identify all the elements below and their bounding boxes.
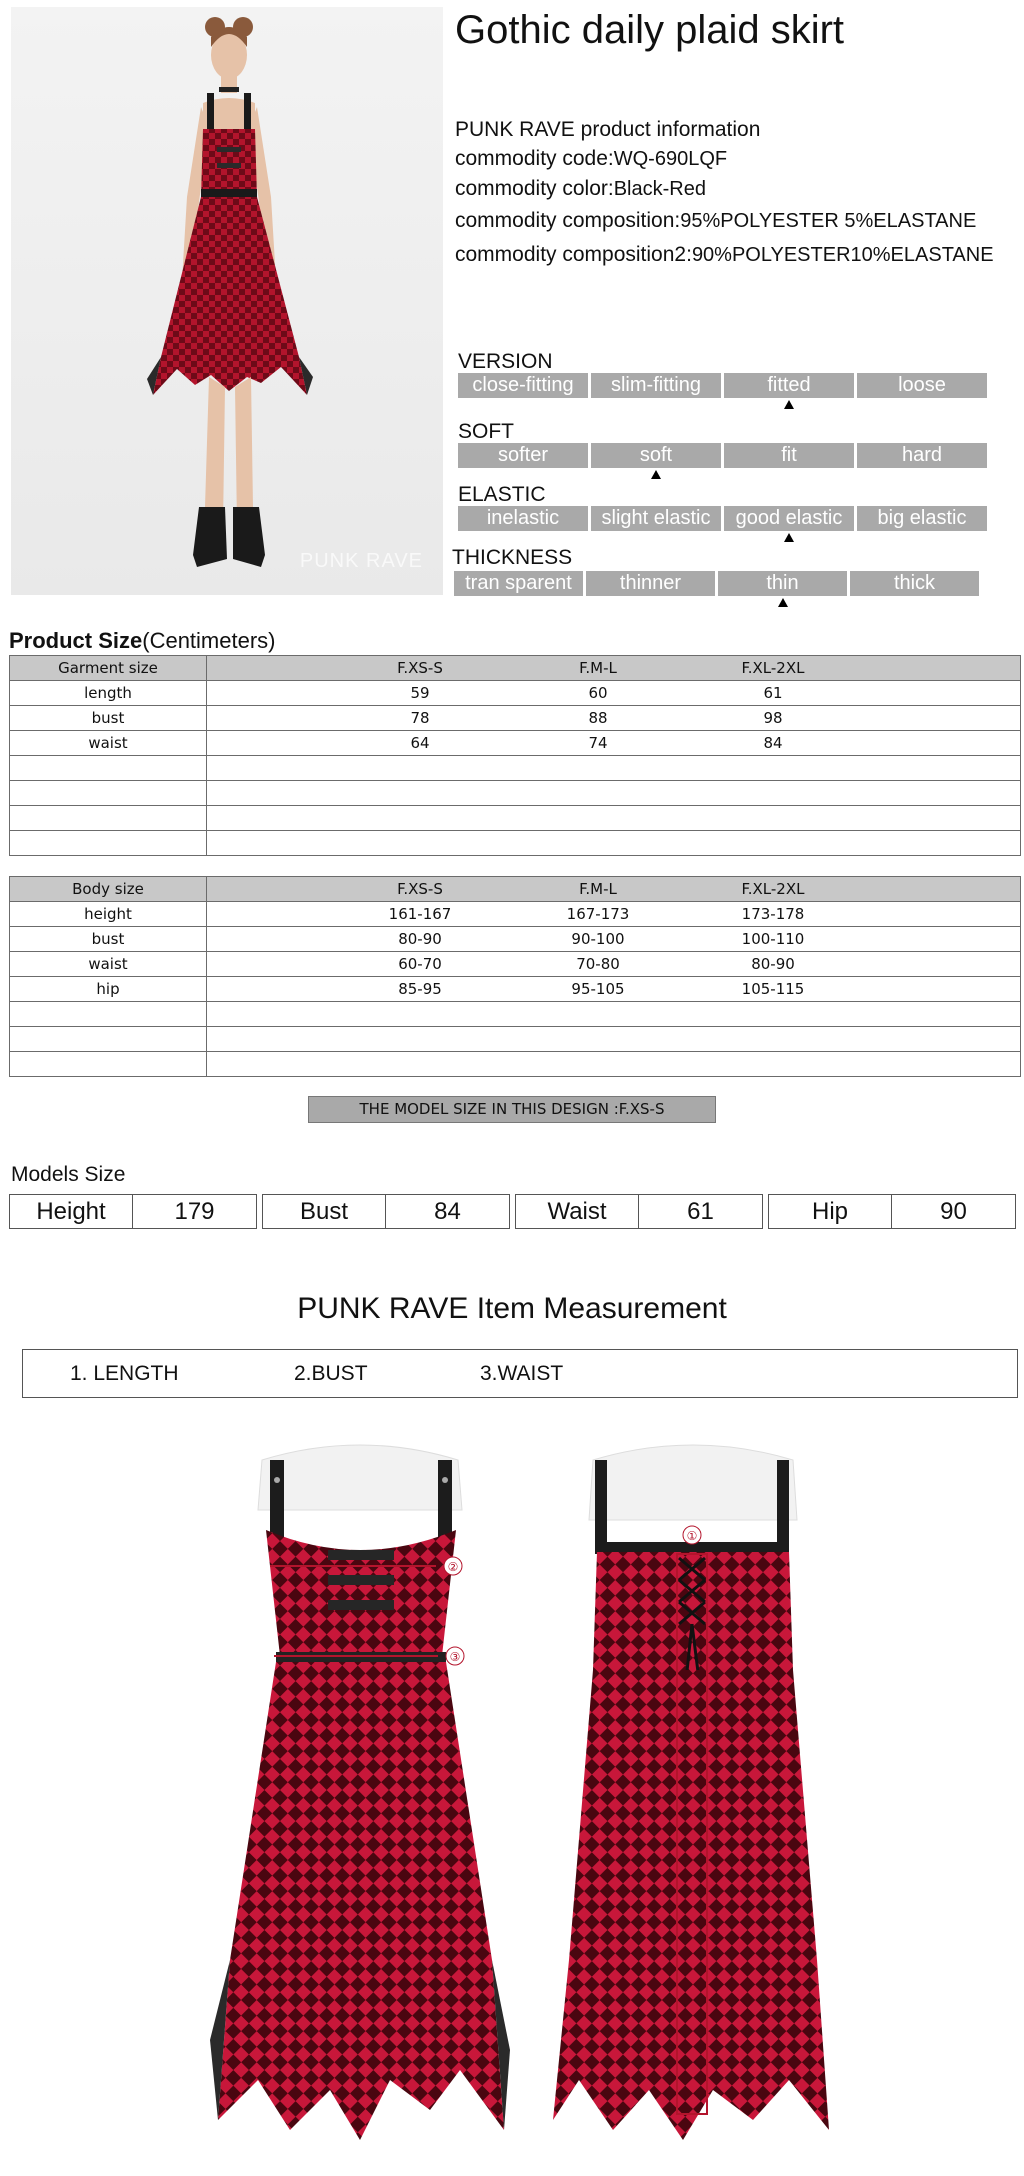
elastic-option-3: good elastic <box>724 506 854 531</box>
length-marker: ① <box>686 1529 698 1543</box>
row-values <box>207 952 1021 977</box>
measurement-label-bust: 2.BUST <box>294 1362 368 1385</box>
row-label: height <box>10 902 207 927</box>
table-header-row <box>10 877 1021 902</box>
elastic-title: ELASTIC <box>458 483 546 506</box>
table-row <box>10 952 1021 977</box>
version-option-3: fitted <box>724 373 854 398</box>
table-row <box>10 977 1021 1002</box>
row-values <box>207 902 1021 927</box>
model-waist-label: Waist <box>515 1194 639 1229</box>
garment-size-table <box>9 655 1021 856</box>
cell-size-2: 60 <box>588 684 608 702</box>
table-row <box>10 1027 1021 1052</box>
row-values <box>207 681 1021 706</box>
model-waist-value: 61 <box>638 1194 763 1229</box>
model-hip-value: 90 <box>891 1194 1016 1229</box>
soft-selected-marker <box>651 470 661 479</box>
cell-size-1: 64 <box>410 734 430 752</box>
product-size-title <box>9 628 276 654</box>
measurement-label-length: 1. LENGTH <box>70 1362 179 1385</box>
cell-size-3: 98 <box>763 709 783 727</box>
table-row <box>10 681 1021 706</box>
table-row <box>10 731 1021 756</box>
cell-size-2: F.M-L <box>579 880 617 898</box>
row-label <box>10 1002 207 1027</box>
cell-size-3: 105-115 <box>741 980 805 998</box>
row-values <box>207 1002 1021 1027</box>
table-row <box>10 706 1021 731</box>
bust-marker: ② <box>447 1560 459 1574</box>
model-size-note: THE MODEL SIZE IN THIS DESIGN :F.XS-S <box>308 1096 716 1123</box>
table-row <box>10 781 1021 806</box>
cell-size-3: 173-178 <box>741 905 805 923</box>
commodity-composition-value: 95%POLYESTER 5%ELASTANE <box>680 210 977 232</box>
commodity-color-label: commodity color: <box>455 177 614 200</box>
cell-size-1: 85-95 <box>398 980 442 998</box>
cell-size-2: 90-100 <box>571 930 625 948</box>
row-values <box>207 706 1021 731</box>
version-option-1: close-fitting <box>458 373 588 398</box>
elastic-option-4: big elastic <box>857 506 987 531</box>
product-size-title-bold: Product Size <box>9 628 143 653</box>
product-title: Gothic daily plaid skirt <box>455 8 845 52</box>
table-row <box>10 756 1021 781</box>
cell-size-3: F.XL-2XL <box>741 659 805 677</box>
row-values <box>207 877 1021 902</box>
row-label: waist <box>10 731 207 756</box>
row-label: bust <box>10 927 207 952</box>
model-bust-value: 84 <box>385 1194 510 1229</box>
cell-size-1: F.XS-S <box>397 659 443 677</box>
thickness-option-4: thick <box>850 571 979 596</box>
commodity-composition2-label: commodity composition2: <box>455 243 692 266</box>
row-values <box>207 656 1021 681</box>
row-label: Body size <box>10 877 207 902</box>
version-selected-marker <box>784 400 794 409</box>
cell-size-3: 84 <box>763 734 783 752</box>
row-values <box>207 781 1021 806</box>
row-values <box>207 1027 1021 1052</box>
garment-back-illustration <box>553 1440 833 2150</box>
waist-marker: ③ <box>449 1650 461 1664</box>
cell-size-1: 59 <box>410 684 430 702</box>
cell-size-2: 74 <box>588 734 608 752</box>
table-row <box>10 806 1021 831</box>
row-label <box>10 756 207 781</box>
soft-option-2: soft <box>591 443 721 468</box>
cell-size-2: 95-105 <box>571 980 625 998</box>
commodity-code-value: WQ-690LQF <box>613 148 728 170</box>
soft-option-3: fit <box>724 443 854 468</box>
row-values <box>207 756 1021 781</box>
table-row <box>10 1002 1021 1027</box>
cell-size-3: 100-110 <box>741 930 805 948</box>
cell-size-2: 167-173 <box>566 905 630 923</box>
version-title: VERSION <box>458 350 553 373</box>
elastic-selected-marker <box>784 533 794 542</box>
model-height-value: 179 <box>132 1194 257 1229</box>
cell-size-1: 80-90 <box>398 930 442 948</box>
table-header-row <box>10 656 1021 681</box>
cell-size-1: 78 <box>410 709 430 727</box>
brand-info-line: PUNK RAVE product information <box>455 118 761 141</box>
model-photo <box>11 7 443 595</box>
row-label: waist <box>10 952 207 977</box>
commodity-color-value: Black-Red <box>613 178 706 200</box>
thickness-option-2: thinner <box>586 571 715 596</box>
thickness-selected-marker <box>778 598 788 607</box>
row-label <box>10 1027 207 1052</box>
cell-size-1: F.XS-S <box>397 880 443 898</box>
table-row <box>10 927 1021 952</box>
version-option-2: slim-fitting <box>591 373 721 398</box>
cell-size-1: 161-167 <box>388 905 452 923</box>
commodity-composition2 <box>455 243 994 267</box>
commodity-color <box>455 177 706 201</box>
cell-size-3: 61 <box>763 684 783 702</box>
row-label <box>10 831 207 856</box>
row-label <box>10 806 207 831</box>
soft-option-1: softer <box>458 443 588 468</box>
cell-size-3: 80-90 <box>751 955 795 973</box>
model-bust-label: Bust <box>262 1194 386 1229</box>
row-values <box>207 806 1021 831</box>
version-option-4: loose <box>857 373 987 398</box>
commodity-code <box>455 147 727 171</box>
row-values <box>207 927 1021 952</box>
row-values <box>207 831 1021 856</box>
models-size-title: Models Size <box>11 1163 126 1186</box>
cell-size-2: F.M-L <box>579 659 617 677</box>
row-label <box>10 781 207 806</box>
thickness-option-1: tran sparent <box>454 571 583 596</box>
elastic-option-1: inelastic <box>458 506 588 531</box>
soft-title: SOFT <box>458 420 514 443</box>
commodity-code-label: commodity code: <box>455 147 614 170</box>
thickness-title: THICKNESS <box>452 546 573 569</box>
row-values <box>207 731 1021 756</box>
body-size-table <box>9 876 1021 1077</box>
photo-watermark: PUNK RAVE <box>299 550 423 572</box>
commodity-composition-label: commodity composition: <box>455 209 681 232</box>
soft-option-4: hard <box>857 443 987 468</box>
row-label: length <box>10 681 207 706</box>
model-height-label: Height <box>9 1194 133 1229</box>
commodity-composition <box>455 209 976 233</box>
cell-size-1: 60-70 <box>398 955 442 973</box>
cell-size-2: 88 <box>588 709 608 727</box>
thickness-option-3: thin <box>718 571 847 596</box>
row-label: Garment size <box>10 656 207 681</box>
measurement-title: PUNK RAVE Item Measurement <box>297 1292 727 1325</box>
row-values <box>207 977 1021 1002</box>
row-label: hip <box>10 977 207 1002</box>
cell-size-3: F.XL-2XL <box>741 880 805 898</box>
row-values <box>207 1052 1021 1077</box>
table-row <box>10 1052 1021 1077</box>
row-label: bust <box>10 706 207 731</box>
garment-front-illustration <box>210 1440 510 2150</box>
cell-size-2: 70-80 <box>576 955 620 973</box>
model-hip-label: Hip <box>768 1194 892 1229</box>
table-row <box>10 902 1021 927</box>
elastic-option-2: slight elastic <box>591 506 721 531</box>
row-label <box>10 1052 207 1077</box>
commodity-composition2-value: 90%POLYESTER10%ELASTANE <box>691 244 994 266</box>
product-size-unit: (Centimeters) <box>142 628 276 653</box>
measurement-label-waist: 3.WAIST <box>480 1362 564 1385</box>
table-row <box>10 831 1021 856</box>
model-illustration <box>11 7 443 595</box>
